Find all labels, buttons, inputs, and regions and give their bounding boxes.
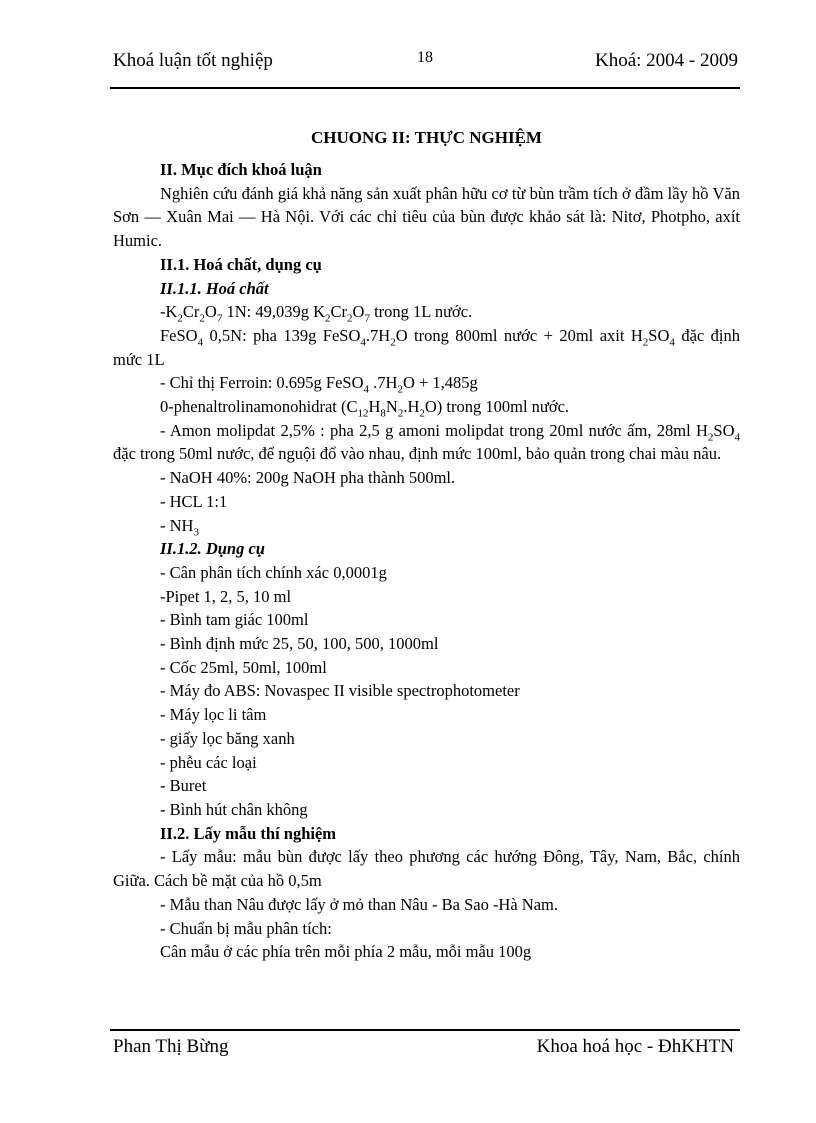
list-item: - giấy lọc băng xanh [160,728,295,748]
list-item: - Cốc 25ml, 50ml, 100ml [160,657,327,677]
chem-line: FeSO$_4$ 0,5N: pha 139g $FeSO_4.7H_2O$ trong 800ml nước + 20ml axit $H_2SO_4$ đặc định mức 1L [113,325,740,369]
section-heading: II. Mục đích khoá luận [160,160,322,179]
paragraph: - Lấy mẫu: mẫu bùn được lấy theo phương các hướng Đông, Tây, Nam, Bắc, chính Giữa. Cách bề mặt của hồ 0,5m [113,847,740,891]
footer-faculty: Khoa hoá học - ĐhKHTN [536,1036,734,1057]
footer-author: Phan Thị Bừng [113,1036,229,1057]
list-item: - phễu các loại [160,752,257,772]
chem-line: - $NH_3$ [160,515,199,538]
chapter-title: CHUONG II: THỰC NGHIỆM [311,128,542,147]
paragraph: Nghiên cứu đánh giá khả năng sản xuất phân hữu cơ từ bùn trầm tích ở đầm lầy hồ Văn Sơn — Xuân Mai — Hà Nội. Với các chỉ tiêu của bùn được khảo sát là: Nitơ, Photpho, axít Humic. [113,183,740,251]
paragraph: Cân mẫu ở các phía trên mỗi phía 2 mẫu, mỗi mẫu 100g [160,942,532,962]
list-item: - Máy đo ABS: Novaspec II visible spectrophotometer [160,681,520,701]
header-course: Khoá: 2004 - 2009 [594,50,738,71]
tool-list [113,561,740,822]
section-heading: II.1. Hoá chất, dụng cụ [160,254,322,274]
chem-line: - Amon molipdat 2,5% : pha 2,5 g amoni molipdat trong 20ml nước ấm, 28ml $H_2SO_4$ đặc trong 50ml nước, để nguội đổ vào nhau, định mức 100ml, bảo quản trong chai màu nâu. [113,420,740,464]
paragraph: - Mẫu than Nâu được lấy ở mỏ than Nâu - Ba Sao -Hà Nam. [160,894,558,914]
list-item: - Bình tam giác 100ml [160,610,309,630]
chem-line: - HCL 1:1 [160,491,228,511]
subsection-heading: II.1.2. Dụng cụ [160,539,265,559]
chem-line: - NaOH 40%: 200g NaOH pha thành 500ml. [160,468,456,488]
chem-line: - Chỉ thị Ferroin: 0.695g FeSO$_4$ $.7H_2O + 1,485g$ [160,373,478,396]
section-heading: II.2. Lấy mẫu thí nghiệm [160,823,337,843]
page-body [113,126,740,964]
page-number: 18 [417,49,433,66]
subsection-heading: II.1.1. Hoá chất [160,278,269,298]
header-title: Khoá luận tốt nghiệp [113,50,273,71]
paragraph: - Chuẩn bị mẫu phân tích: [160,918,332,938]
chem-line: $-K_2Cr_2O_7$ 1N: 49,039g $K_2Cr_2O_7$ trong 1L nước. [160,302,473,325]
header-rule [110,87,740,89]
list-item: - Máy lọc li tâm [160,705,267,725]
list-item: - Buret [160,776,207,796]
list-item: -Pipet 1, 2, 5, 10 ml [160,586,292,606]
list-item: - Cân phân tích chính xác 0,0001g [160,562,387,582]
footer-rule [110,1029,740,1031]
chem-line: 0-phenaltrolinamonohidrat $(C_{12}H_8N_2.H_2O)$ trong 100ml nước. [160,397,570,420]
list-item: - Bình hút chân không [160,799,308,819]
list-item: - Bình định mức 25, 50, 100, 500, 1000ml [160,634,439,654]
